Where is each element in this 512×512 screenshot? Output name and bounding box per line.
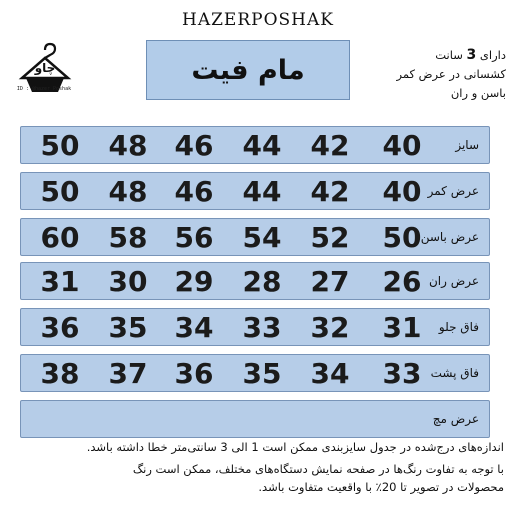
size-table-row bbox=[20, 308, 490, 346]
size-value-cell: 37 bbox=[108, 356, 148, 390]
size-value-cell: 60 bbox=[40, 220, 80, 254]
size-table-row bbox=[20, 354, 490, 392]
row-label: عرض مچ bbox=[432, 412, 479, 426]
size-value-cell: 31 bbox=[382, 310, 422, 344]
size-value-cell: 54 bbox=[242, 220, 282, 254]
size-value-cell: 44 bbox=[242, 128, 282, 162]
size-value-cell: 42 bbox=[310, 128, 350, 162]
size-value-cell bbox=[235, 401, 289, 437]
size-value-cell: 31 bbox=[40, 264, 80, 298]
product-name-box bbox=[146, 40, 350, 100]
size-value-cell: 48 bbox=[108, 128, 148, 162]
size-value-cell: 56 bbox=[174, 220, 214, 254]
size-value-cell: 27 bbox=[310, 264, 350, 298]
size-value-cell: 35 bbox=[242, 356, 282, 390]
feature-description bbox=[376, 46, 506, 103]
row-label: عرض کمر bbox=[427, 184, 479, 198]
size-value-cell: 40 bbox=[382, 174, 422, 208]
size-value-cell bbox=[303, 401, 357, 437]
size-value-cell bbox=[167, 401, 221, 437]
size-value-cell: 28 bbox=[242, 264, 282, 298]
size-value-cell: 46 bbox=[174, 128, 214, 162]
brand-title: HAZERPOSHAK bbox=[182, 10, 334, 30]
size-value-cell: 38 bbox=[40, 356, 80, 390]
row-label: فاق پشت bbox=[430, 366, 479, 380]
note-color-difference-1: با توجه به تفاوت رنگ‌ها در صفحه نمایش دستگاه‌های مختلف، ممکن است رنگ bbox=[132, 462, 504, 476]
size-value-cell bbox=[375, 401, 429, 437]
row-label: عرض ران bbox=[428, 274, 479, 288]
size-value-cell: 50 bbox=[40, 174, 80, 208]
size-value-cell: 33 bbox=[242, 310, 282, 344]
row-label: سایز bbox=[455, 138, 479, 152]
size-value-cell: 52 bbox=[310, 220, 350, 254]
feature-line-3: باسن و ران bbox=[450, 86, 506, 100]
size-value-cell: 33 bbox=[382, 356, 422, 390]
product-name: مام فیت bbox=[191, 54, 305, 86]
size-value-cell: 50 bbox=[40, 128, 80, 162]
size-value-cell: 36 bbox=[40, 310, 80, 344]
size-table-row bbox=[20, 400, 490, 438]
size-table-row bbox=[20, 172, 490, 210]
note-error-margin: اندازه‌های درج‌شده در جدول سایزبندی ممکن است 1 الی 3 سانتی‌متر خطا داشته باشد. bbox=[86, 440, 504, 454]
size-table-row bbox=[20, 218, 490, 256]
row-label: عرض باسن bbox=[420, 230, 479, 244]
size-value-cell: 35 bbox=[108, 310, 148, 344]
size-table-row bbox=[20, 262, 490, 300]
size-table-row bbox=[20, 126, 490, 164]
size-value-cell: 48 bbox=[108, 174, 148, 208]
feature-line-1: دارای 3 سانت bbox=[435, 47, 506, 63]
size-value-cell: 26 bbox=[382, 264, 422, 298]
size-value-cell: 46 bbox=[174, 174, 214, 208]
size-value-cell: 32 bbox=[310, 310, 350, 344]
svg-text:چاو: چاو bbox=[34, 61, 56, 75]
size-value-cell: 34 bbox=[310, 356, 350, 390]
size-value-cell: 40 bbox=[382, 128, 422, 162]
size-value-cell: 34 bbox=[174, 310, 214, 344]
size-value-cell: 29 bbox=[174, 264, 214, 298]
feature-line-2: کشسانی در عرض کمر bbox=[396, 67, 506, 81]
size-value-cell: 58 bbox=[108, 220, 148, 254]
size-value-cell: 50 bbox=[382, 220, 422, 254]
row-label: فاق جلو bbox=[438, 320, 479, 334]
size-value-cell bbox=[33, 401, 87, 437]
size-value-cell bbox=[101, 401, 155, 437]
size-value-cell: 42 bbox=[310, 174, 350, 208]
note-color-difference-2: محصولات در تصویر تا 20٪ با واقعیت متفاوت باشد. bbox=[258, 480, 504, 494]
logo-caption: ID : @hazer_Poshak bbox=[16, 86, 72, 92]
size-value-cell: 36 bbox=[174, 356, 214, 390]
size-value-cell: 44 bbox=[242, 174, 282, 208]
size-value-cell: 30 bbox=[108, 264, 148, 298]
